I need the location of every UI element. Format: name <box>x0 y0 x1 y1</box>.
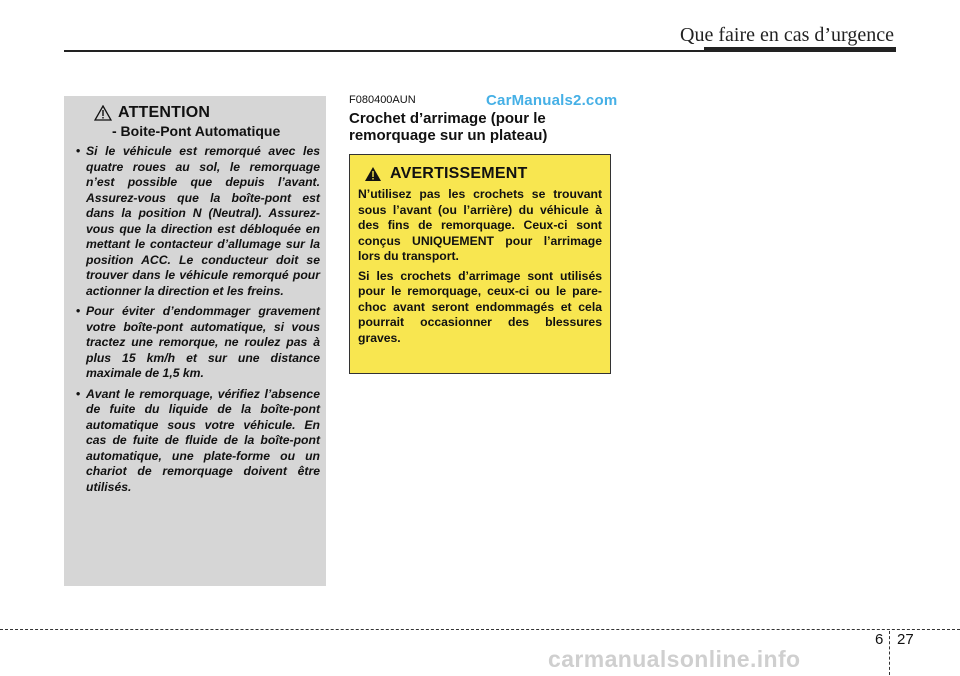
section-title: Crochet d’arrimage (pour le remorquage sur un plateau) <box>349 110 548 144</box>
bullet: • <box>76 386 81 401</box>
list-item-text: Si le véhicule est remorqué avec les quatre roues au sol, le remorquage n’est possible que depuis l’avant. Assurez-vous que la boîte-pont est dans la position N (Neutral). Assurez-vous que la direction est débloquée en mettant le contacteur d’allumage sur la position ACC. Le conducteur doit se trouver dans le véhicule remorqué pour actionner la direction et les freins. <box>86 144 320 298</box>
chapter-number: 6 <box>875 631 884 648</box>
warning-title: AVERTISSEMENT <box>390 165 528 182</box>
footer-watermark: carmanualsonline.info <box>548 646 801 672</box>
bullet: • <box>76 144 81 158</box>
list-item-text: Avant le remorquage, vérifiez l’absence de fuite du liquide de la boîte-pont automatique sous votre véhicule. En cas de fuite de fluide de la boîte-pont automatique, une plate-forme ou un chariot de remorquage doivent être utilisés. <box>86 386 320 494</box>
header-rule <box>64 50 704 52</box>
page-number: 27 <box>897 631 914 648</box>
attention-box <box>64 96 326 586</box>
site-watermark: CarManuals2.com <box>486 92 618 109</box>
footer-divider <box>889 631 890 675</box>
warning-paragraph: N’utilisez pas les crochets se trouvant sous l’avant (ou l’arrière) du véhicule à des fins de remorquage. Ceux-ci sont conçus UNIQUEMENT pour l’arrimage lors du transport. <box>358 187 602 263</box>
header-rule-accent <box>704 47 896 52</box>
warning-header <box>358 165 602 183</box>
attention-header <box>72 104 320 122</box>
footer-rule <box>0 629 960 630</box>
bullet: • <box>76 304 81 318</box>
warning-triangle-icon <box>94 105 112 121</box>
warning-paragraph: Si les crochets d’arrimage sont utilisés pour le remorquage, ceux-ci ou le pare-choc avant seront endommagés et cela pourrait occasionner des blessures graves. <box>358 268 602 345</box>
attention-title: ATTENTION <box>118 104 211 121</box>
attention-subtitle: - Boite-Pont Automatique <box>112 123 281 139</box>
warning-triangle-icon <box>364 166 382 182</box>
list-item <box>72 304 320 382</box>
warning-box <box>349 154 611 374</box>
list-item-text: Pour éviter d’endommager gravement votre boîte-pont automatique, si vous tractez une remorque, ne roulez pas à plus 15 km/h et sur une distance maximale de 1,5 km. <box>86 304 320 380</box>
section-code: F080400AUN <box>349 94 416 106</box>
running-header-title: Que faire en cas d’urgence <box>680 24 894 46</box>
list-item <box>72 387 320 496</box>
attention-list <box>72 144 320 495</box>
list-item <box>72 144 320 299</box>
